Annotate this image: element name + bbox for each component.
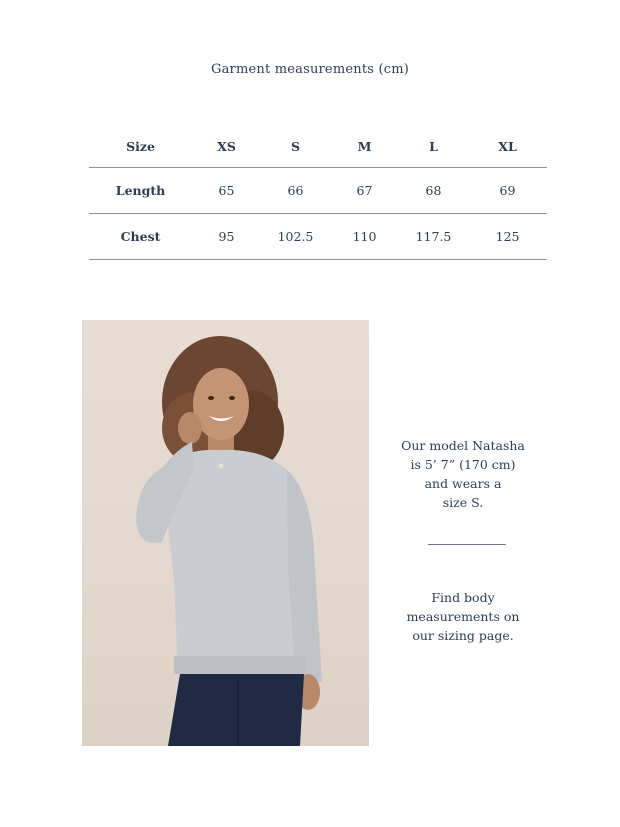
model-note-line: size S. — [442, 495, 484, 510]
table-cell: 117.5 — [399, 213, 468, 259]
table-header-row — [89, 126, 547, 167]
column-header: XS — [192, 126, 261, 167]
table-cell: 66 — [261, 167, 330, 213]
table-cell: 110 — [330, 213, 399, 259]
divider — [428, 544, 506, 545]
table-cell: 95 — [192, 213, 261, 259]
table-cell: 102.5 — [261, 213, 330, 259]
body-note-line: measurements on — [406, 609, 520, 624]
table-cell: 69 — [468, 167, 547, 213]
body-note-line: our sizing page. — [412, 628, 514, 643]
column-header: M — [330, 126, 399, 167]
table-row — [89, 213, 547, 259]
model-info-note — [385, 436, 541, 512]
table-cell: 125 — [468, 213, 547, 259]
body-note-line: Find body — [431, 590, 495, 605]
row-label: Chest — [89, 213, 192, 259]
column-header: Size — [89, 126, 192, 167]
model-note-line: and wears a — [424, 476, 502, 491]
table-cell: 68 — [399, 167, 468, 213]
model-note-line: Our model Natasha — [401, 438, 525, 453]
table-row — [89, 167, 547, 213]
sizing-page-note — [385, 588, 541, 645]
table-cell: 65 — [192, 167, 261, 213]
model-note-line: is 5’ 7” (170 cm) — [410, 457, 516, 472]
table-cell: 67 — [330, 167, 399, 213]
column-header: XL — [468, 126, 547, 167]
column-header: S — [261, 126, 330, 167]
column-header: L — [399, 126, 468, 167]
row-label: Length — [89, 167, 192, 213]
model-photo — [82, 320, 369, 746]
size-chart-table — [89, 126, 547, 260]
page-title: Garment measurements (cm) — [211, 62, 409, 77]
model-illustration — [82, 320, 369, 746]
